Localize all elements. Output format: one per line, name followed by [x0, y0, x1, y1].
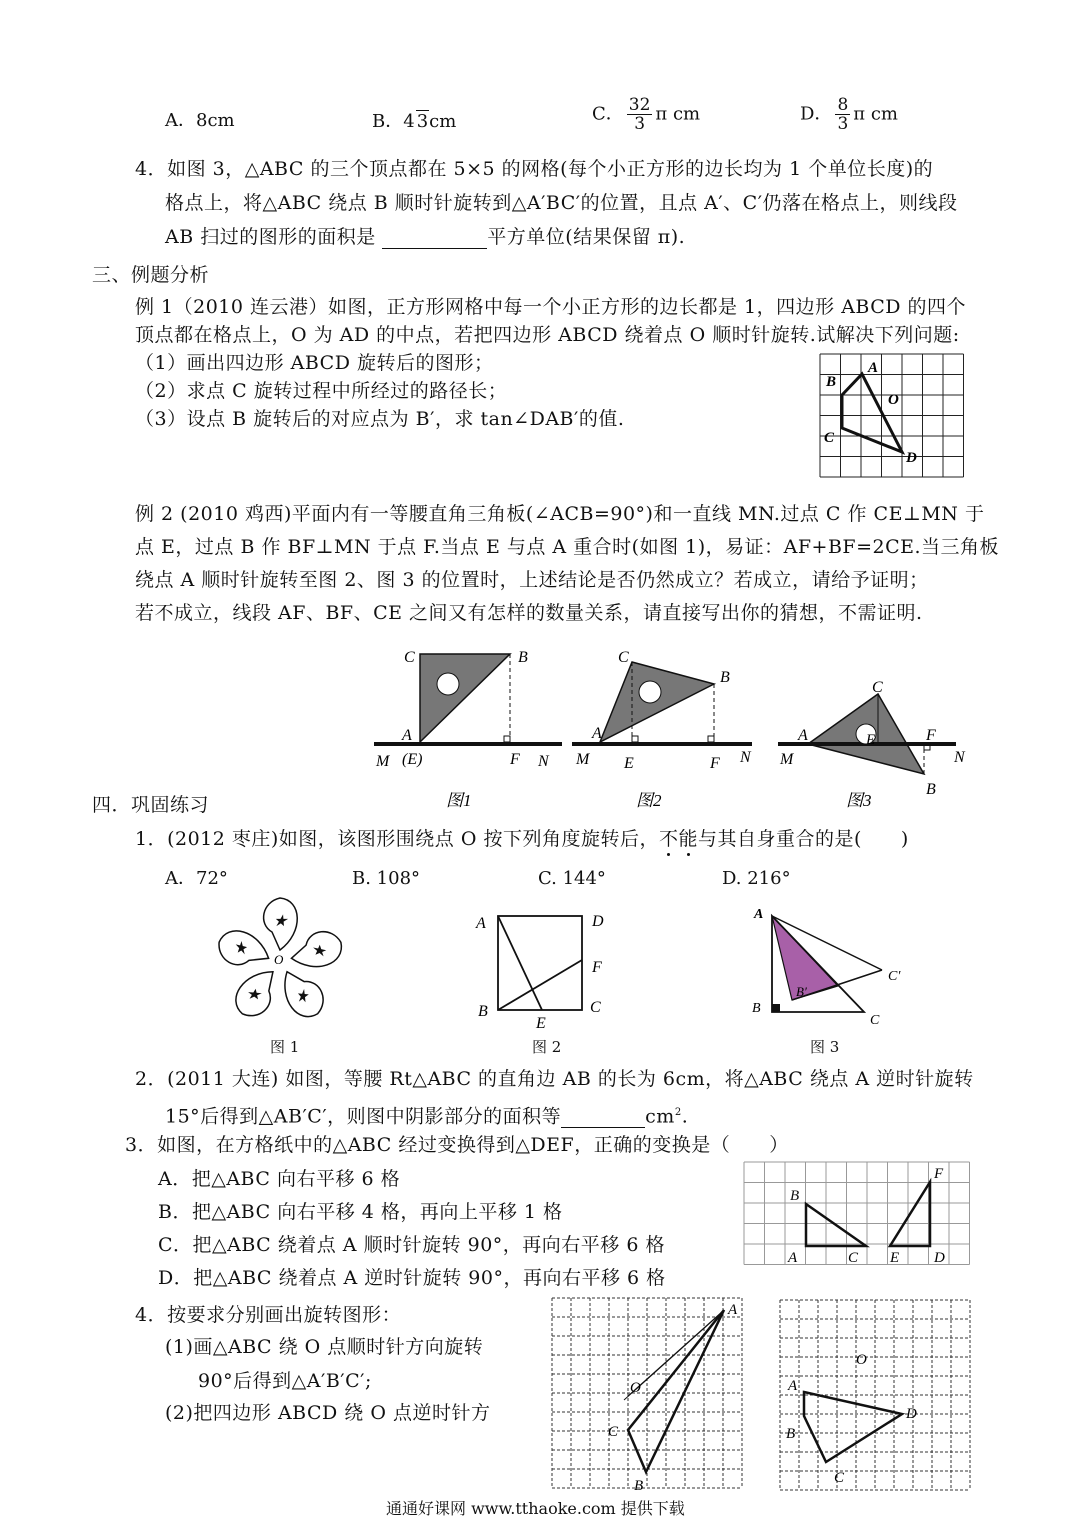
ex2-line1: 例 2 (2010 鸡西)平面内有一等腰直角三角板(∠ACB=90°)和一直线 MN.过点 C 作 CE⊥MN 于	[135, 503, 985, 525]
svg-text:B′: B′	[796, 984, 807, 999]
ex1-grid-figure	[812, 350, 972, 486]
svg-text:★: ★	[231, 939, 252, 959]
svg-text:B: B	[752, 1001, 761, 1016]
option-b: B．4 3cm	[372, 111, 457, 132]
p4-item2: (2)把四边形 ABCD 绕 O 点逆时针方	[165, 1402, 491, 1424]
svg-text:★: ★	[273, 913, 288, 930]
option-d: D． $\frac{8}{3}$ π cm	[800, 95, 898, 134]
svg-text:D: D	[592, 913, 604, 930]
svg-text:C′: C′	[888, 969, 901, 984]
ex1-line2: 顶点都在格点上，O 为 AD 的中点，若把四边形 ABCD 绕着点 O 顺时针旋转.试解决下列问题:	[135, 324, 960, 346]
p4-item1a: (1)画△ABC 绕 O 点顺时针方向旋转	[165, 1336, 484, 1358]
svg-text:(E): (E)	[402, 751, 423, 768]
p1-option-b: B. 108°	[352, 868, 421, 889]
svg-text:E: E	[890, 1250, 900, 1266]
svg-text:M: M	[780, 751, 794, 768]
p1-fig1-caption: 图 1	[270, 1038, 300, 1056]
square-figure	[470, 902, 620, 1032]
svg-text:A: A	[798, 727, 808, 744]
option-a: A．8cm	[165, 110, 235, 131]
svg-text:F: F	[510, 751, 520, 768]
option-c: C． $\frac{32}{3}$ π cm	[592, 95, 701, 134]
svg-text:D: D	[906, 1406, 917, 1422]
svg-text:B: B	[634, 1478, 644, 1494]
p3-line: 3．如图，在方格纸中的△ABC 经过变换得到△DEF，正确的变换是（ ）	[125, 1134, 789, 1156]
label-a: A	[868, 360, 879, 376]
ex2-figures	[368, 640, 968, 810]
fig3-caption: 图3	[846, 791, 872, 810]
svg-text:C: C	[834, 1470, 845, 1486]
svg-text:E: E	[536, 1015, 546, 1032]
label-c: C	[824, 430, 835, 446]
p2-line2: 15°后得到△AB′C′，则图中阴影部分的面积等 $cm^2$.	[165, 1105, 689, 1128]
svg-text:C: C	[590, 999, 601, 1016]
svg-text:C: C	[608, 1424, 619, 1440]
svg-text:A: A	[728, 1302, 738, 1318]
ex2-fig2	[572, 649, 752, 810]
p4-grid-right	[776, 1296, 976, 1492]
svg-text:B: B	[790, 1188, 800, 1204]
svg-text:B: B	[926, 781, 936, 798]
svg-text:F: F	[710, 755, 720, 772]
p1-option-c: C. 144°	[538, 868, 606, 889]
svg-text:C: C	[404, 649, 415, 666]
svg-text:N: N	[538, 753, 549, 770]
svg-text:A: A	[754, 907, 764, 922]
p1-line: 1．(2012 枣庄)如图，该图形围绕点 O 按下列角度旋转后，不能与其自身重合的是( )	[135, 828, 909, 850]
svg-text:E: E	[866, 732, 876, 748]
p1-option-d: D. 216°	[722, 868, 791, 889]
p3-grid-figure	[740, 1160, 976, 1270]
ex2-line4: 若不成立，线段 AF、BF、CE 之间又有怎样的数量关系，请直接写出你的猜想，不需证明.	[135, 602, 923, 624]
svg-text:D: D	[934, 1250, 945, 1266]
ex2-line3: 绕点 A 顺时针旋转至图 2、图 3 的位置时，上述结论是否仍然成立？若成立，请给予证明；	[135, 569, 929, 591]
ex1-line1: 例 1（2010 连云港）如图，正方形网格中每一个小正方形的边长都是 1，四边形 ABCD 的四个	[135, 296, 967, 318]
svg-text:M: M	[376, 753, 390, 770]
p1-fig3-caption: 图 3	[810, 1038, 840, 1056]
q4-line3: AB 扫过的图形的面积是 平方单位(结果保留 π).	[165, 226, 686, 248]
ex2-fig3	[778, 679, 966, 810]
q4-line2: 格点上，将△ABC 绕点 B 顺时针旋转到△A′BC′的位置，且点 A′、C′仍落在格点上，则线段	[165, 192, 958, 214]
svg-text:A: A	[592, 725, 602, 742]
label-d: D	[906, 450, 917, 466]
p3-option-d: D．把△ABC 绕着点 A 逆时针旋转 90°，再向右平移 6 格	[158, 1267, 666, 1289]
pinwheel-figure	[210, 892, 350, 1034]
p3-option-b: B．把△ABC 向右平移 4 格，再向上平移 1 格	[158, 1201, 563, 1223]
svg-text:O: O	[630, 1380, 641, 1396]
q4-line1: 4．如图 3，△ABC 的三个顶点都在 5×5 的网格(每个小正方形的边长均为 1 个单位长度)的	[135, 158, 934, 180]
ex2-line2: 点 E，过点 B 作 BF⊥MN 于点 F.当点 E 与点 A 重合时(如图 1)，易证：AF+BF=2CE.当三角板	[135, 536, 1000, 558]
svg-text:C: C	[848, 1250, 859, 1266]
svg-text:B: B	[786, 1426, 796, 1442]
p1-option-a: A．72°	[165, 868, 228, 889]
section3-title: 三、例题分析	[92, 264, 210, 286]
p1-fig2-caption: 图 2	[532, 1038, 562, 1056]
section4-title: 四．巩固练习	[92, 794, 210, 816]
label-b: B	[826, 374, 837, 390]
svg-text:A: A	[788, 1250, 798, 1266]
svg-text:M: M	[576, 751, 590, 768]
svg-text:A: A	[402, 727, 412, 744]
svg-text:N: N	[954, 749, 965, 766]
footer: 通通好课网 www.tthaoke.com 提供下载	[386, 1499, 685, 1518]
ex1-item3: （3）设点 B 旋转后的对应点为 B′，求 tan∠DAB′的值.	[135, 408, 625, 430]
svg-text:A: A	[476, 915, 486, 932]
svg-text:★: ★	[245, 983, 267, 1006]
svg-text:C: C	[872, 679, 883, 696]
triangle-figure	[746, 900, 916, 1032]
svg-text:F: F	[934, 1166, 944, 1182]
ex1-item2: （2）求点 C 旋转过程中所经过的路径长；	[135, 380, 508, 402]
svg-text:B: B	[518, 649, 528, 666]
svg-text:O: O	[856, 1352, 867, 1368]
ex2-fig1	[374, 649, 562, 810]
p2-line1: 2．(2011 大连) 如图，等腰 Rt△ABC 的直角边 AB 的长为 6cm，将△ABC 绕点 A 逆时针旋转	[135, 1068, 974, 1090]
svg-text:F: F	[592, 959, 602, 976]
svg-text:C: C	[870, 1013, 880, 1028]
svg-text:E: E	[624, 755, 634, 772]
p4-item1b: 90°后得到△A′B′C′;	[198, 1370, 372, 1392]
p4-grid-left	[548, 1294, 748, 1494]
svg-text:C: C	[618, 649, 629, 666]
svg-text:F: F	[926, 727, 936, 744]
svg-text:A: A	[788, 1378, 798, 1394]
svg-text:O: O	[274, 952, 284, 967]
svg-text:B: B	[478, 1003, 488, 1020]
p3-option-c: C．把△ABC 绕着点 A 顺时针旋转 90°，再向右平移 6 格	[158, 1234, 665, 1256]
label-o: O	[888, 392, 899, 408]
svg-text:★: ★	[292, 983, 315, 1006]
fig2-caption: 图2	[636, 791, 662, 810]
ex1-item1: （1）画出四边形 ABCD 旋转后的图形；	[135, 352, 494, 374]
svg-text:★: ★	[308, 940, 329, 960]
svg-text:B: B	[720, 669, 730, 686]
fig1-caption: 图1	[446, 791, 472, 810]
svg-text:N: N	[740, 749, 751, 766]
p4-line: 4．按要求分别画出旋转图形：	[135, 1304, 402, 1326]
p3-option-a: A．把△ABC 向右平移 6 格	[158, 1168, 401, 1190]
